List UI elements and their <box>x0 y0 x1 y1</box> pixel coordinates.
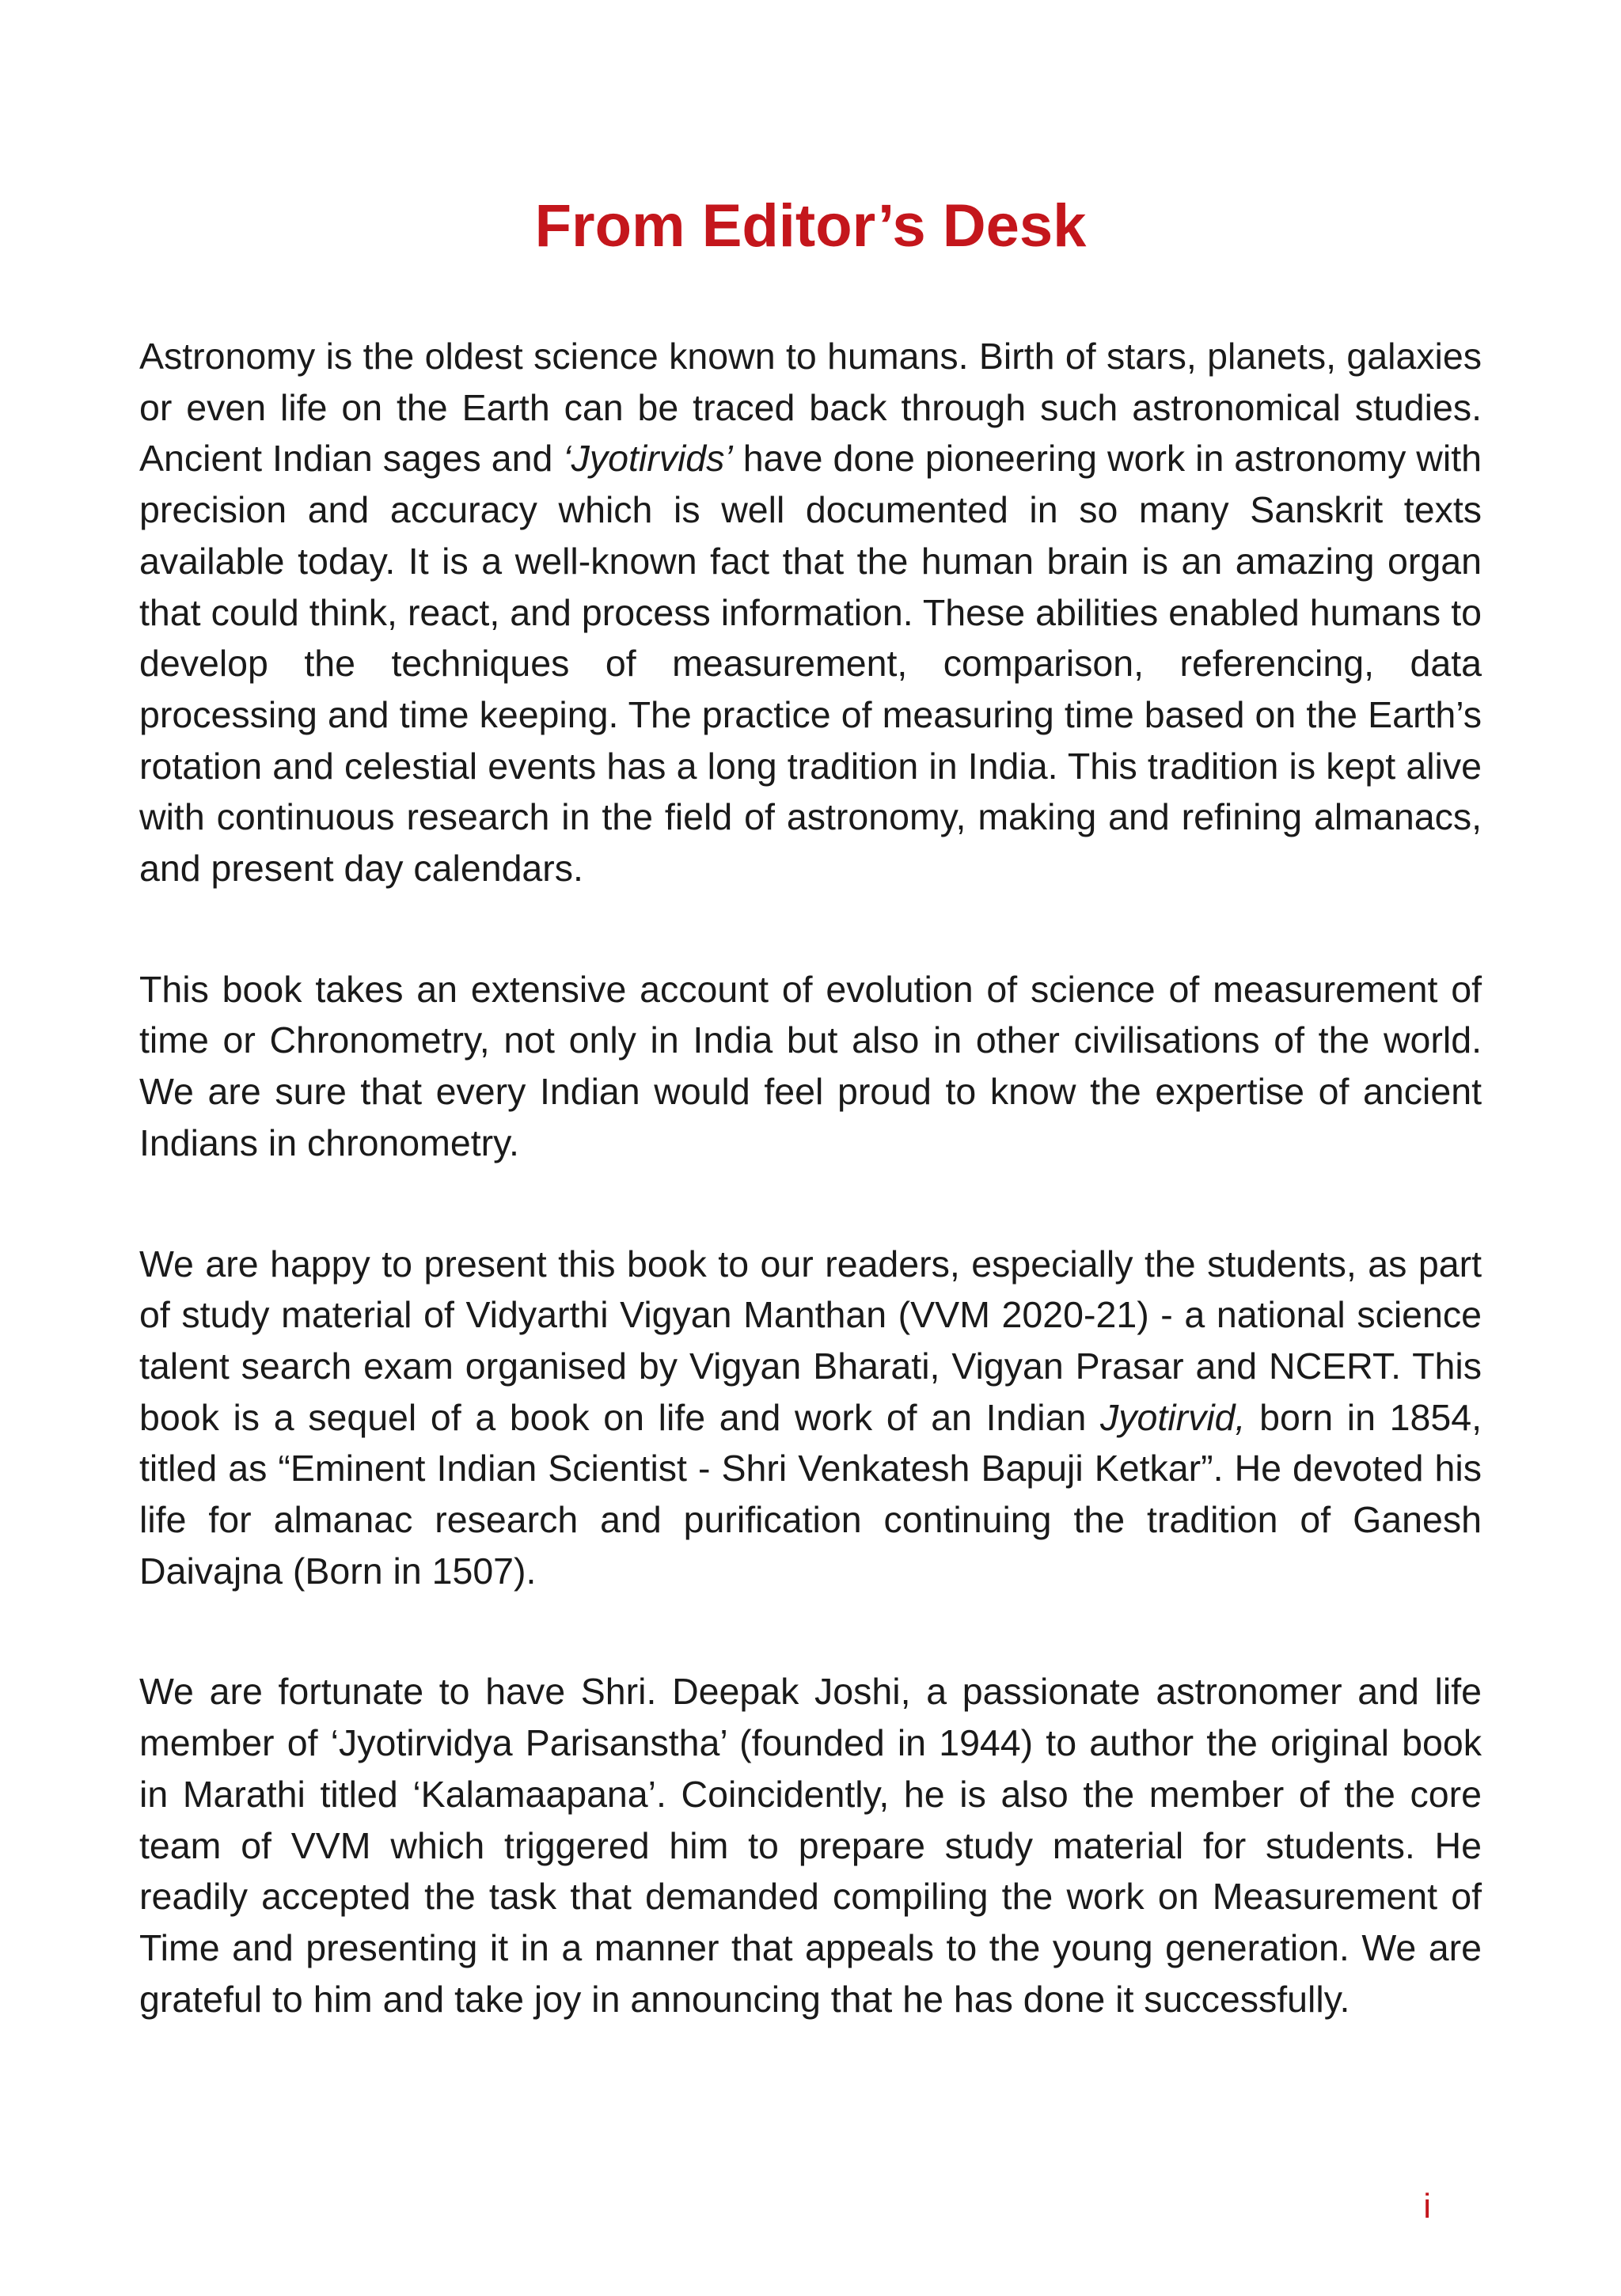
paragraph-text: This book takes an extensive account of evolution of science of measurement of time or Chronometry, not only in India but also in other civilisations of the world. We are sure that every Indian would feel proud to know the expertise of ancient Indians in chronometry. <box>139 968 1482 1163</box>
paragraph-astronomy-intro <box>139 331 1482 894</box>
italic-term-jyotirvids: ‘Jyotirvids’ <box>563 438 733 480</box>
paragraph-book-account <box>139 964 1482 1169</box>
editorial-body <box>139 331 1482 2094</box>
page-number: i <box>1423 2187 1431 2226</box>
page-title: From Editor’s Desk <box>534 192 1087 260</box>
paragraph-vvm-study-material <box>139 1239 1482 1597</box>
paragraph-text: born in 1854, titled as “Eminent Indian Scientist - Shri Venkatesh Bapuji Ketkar”. He devoted his life for almanac research and purification continuing the tradition of Ganesh Daivajna (Born in 1507). <box>139 1396 1482 1592</box>
italic-term-jyotirvid: Jyotirvid, <box>1099 1396 1246 1438</box>
paragraph-text: Astronomy is the oldest science known to humans. Birth of stars, planets, galaxies or even life on the Earth can be traced back through such astronomical studies. Ancient Indian sages and <box>139 336 1482 480</box>
paragraph-text: We are happy to present this book to our readers, especially the students, as part of study material of Vidyarthi Vigyan Manthan (VVM 2020-21) - a national science talent search exam organised by Vigyan Bharati, Vigyan Prasar and NCERT. This book is a sequel of a book on life and work of an Indian <box>139 1243 1482 1438</box>
paragraph-text: have done pioneering work in astronomy with precision and accuracy which is well documented in so many Sanskrit texts available today. It is a well-known fact that the human brain is an amazing organ that could think, react, and process information. These abilities enabled humans to develop the techniques of measurement, comparison, referencing, data processing and time keeping. The practice of measuring time based on the Earth’s rotation and celestial events has a long tradition in India. This tradition is kept alive with continuous research in the field of astronomy, making and refining almanacs, and present day calendars. <box>139 438 1482 890</box>
paragraph-text: We are fortunate to have Shri. Deepak Joshi, a passionate astronomer and life member of ‘Jyotirvidya Parisanstha’ (founded in 1944) to author the original book in Marathi titled ‘Kalamaapana’. Coincidently, he is also the member of the core team of VVM which triggered him to prepare study material for students. He readily accepted the task that demanded compiling the work on Measurement of Time and presenting it in a manner that appeals to the young generation. We are grateful to him and take joy in announcing that he has done it successfully. <box>139 1671 1482 2020</box>
paragraph-author-acknowledgement <box>139 1666 1482 2025</box>
